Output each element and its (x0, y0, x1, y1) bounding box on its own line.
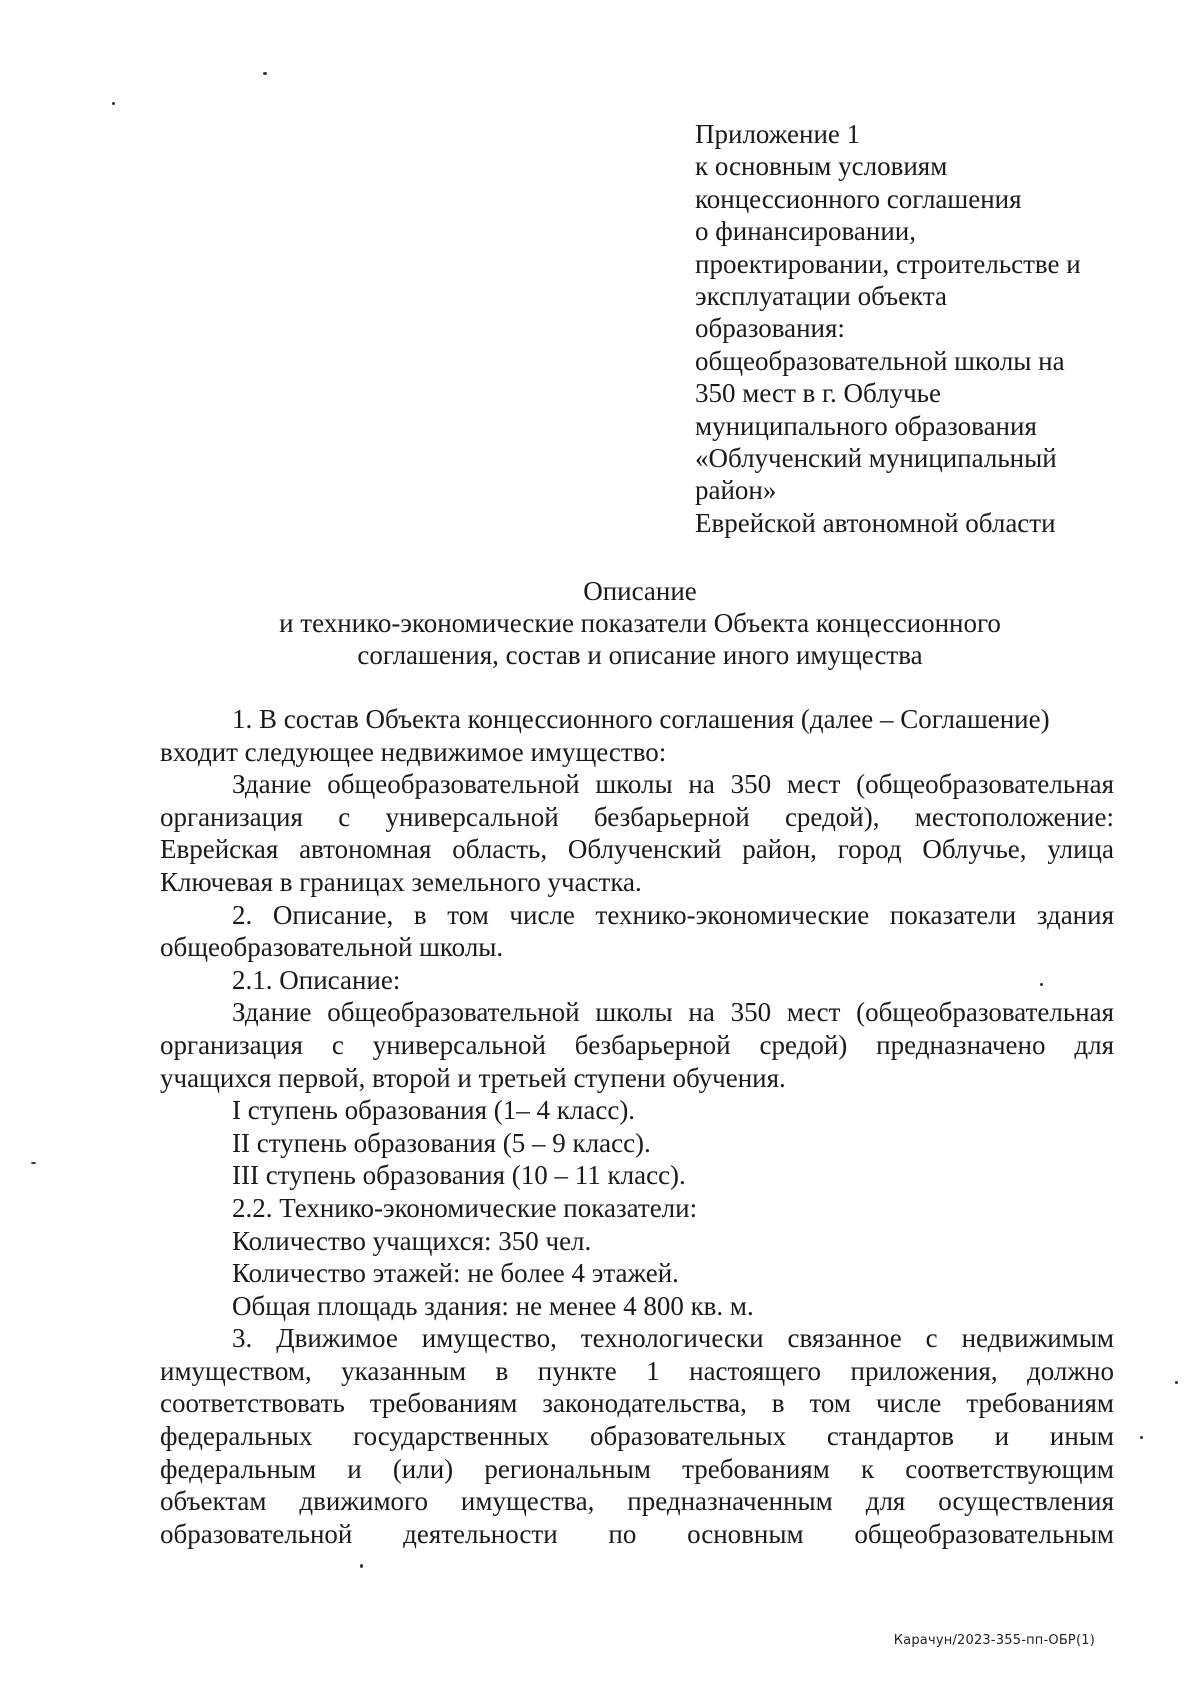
body-line: III ступень образования (10 – 11 класс). (232, 1160, 686, 1191)
document-body (160, 703, 1114, 1550)
body-line: 1. В состав Объекта концессионного соглашения (далее – Соглашение) (232, 704, 1050, 734)
appendix-line: Еврейской автономной области (695, 507, 1056, 538)
body-line: Ключевая в границах земельного участка. (160, 866, 642, 897)
body-line: объектам движимого имущества, предназначенным для осуществления (160, 1486, 1114, 1517)
document-title (160, 575, 1120, 671)
appendix-line: район» (695, 475, 777, 506)
body-line: общеобразовательной школы. (160, 932, 504, 963)
appendix-line: 350 мест в г. Облучье (695, 378, 941, 409)
scan-speck (360, 1564, 363, 1568)
body-line: I ступень образования (1– 4 класс). (232, 1095, 636, 1126)
body-line: федеральных государственных образовательных стандартов и иным (160, 1421, 1114, 1452)
body-line: 2.2. Технико-экономические показатели: (232, 1192, 698, 1223)
appendix-line: к основным условиям (695, 151, 948, 182)
body-line: II ступень образования (5 – 9 класс). (232, 1127, 651, 1158)
body-line: 3. Движимое имущество, технологически связанное с недвижимым (232, 1323, 1114, 1354)
body-line: федеральным и (или) региональным требованиям к соответствующим (160, 1453, 1114, 1484)
body-line: Общая площадь здания: не менее 4 800 кв. м. (232, 1290, 754, 1321)
appendix-line: общеобразовательной школы на (695, 345, 1065, 376)
body-line: учащихся первой, второй и третьей ступени обучения. (160, 1062, 786, 1093)
title-line: и технико-экономические показатели Объекта концессионного (279, 608, 1001, 638)
body-line: имуществом, указанным в пункте 1 настоящего приложения, должно (160, 1355, 1114, 1386)
appendix-line: муниципального образования (695, 410, 1037, 441)
body-line: образовательной деятельности по основным общеобразовательным (160, 1518, 1114, 1549)
appendix-line: эксплуатации объекта (695, 281, 947, 312)
body-line: Еврейская автономная область, Облученский район, город Облучье, улица (160, 834, 1114, 865)
appendix-line: образования: (695, 313, 845, 344)
appendix-line: о финансировании, (695, 216, 916, 247)
body-line: организация с универсальной безбарьерной средой), местоположение: (160, 801, 1114, 832)
body-line: организация с универсальной безбарьерной средой) предназначено для (160, 1029, 1114, 1060)
body-line: 2.1. Описание: (232, 964, 401, 995)
body-line: Здание общеобразовательной школы на 350 мест (общеобразовательная (232, 769, 1114, 800)
body-line: 2. Описание, в том числе технико-экономические показатели здания (232, 899, 1114, 930)
scan-speck (31, 1162, 36, 1164)
title-line: соглашения, состав и описание иного имущества (357, 640, 923, 670)
appendix-line: «Облученский муниципальный (695, 443, 1057, 474)
body-line: соответствовать требованиям законодательства, в том числе требованиям (160, 1388, 1114, 1419)
body-line: Количество этажей: не более 4 этажей. (232, 1258, 679, 1289)
body-line: Здание общеобразовательной школы на 350 мест (общеобразовательная (232, 997, 1114, 1028)
title-line: Описание (583, 576, 697, 606)
scan-speck (1175, 1381, 1178, 1384)
body-line: входит следующее недвижимое имущество: (160, 736, 667, 767)
appendix-line: концессионного соглашения (695, 183, 1022, 214)
appendix-line: Приложение 1 (695, 119, 861, 149)
scan-speck (112, 102, 115, 105)
document-code: Карачун/2023-355-пп-ОБР(1) (893, 1633, 1095, 1648)
appendix-line: проектировании, строительстве и (695, 248, 1081, 279)
body-line: Количество учащихся: 350 чел. (232, 1225, 592, 1256)
scan-speck (1140, 1436, 1143, 1439)
scan-speck (263, 72, 267, 75)
appendix-heading (695, 118, 1135, 539)
